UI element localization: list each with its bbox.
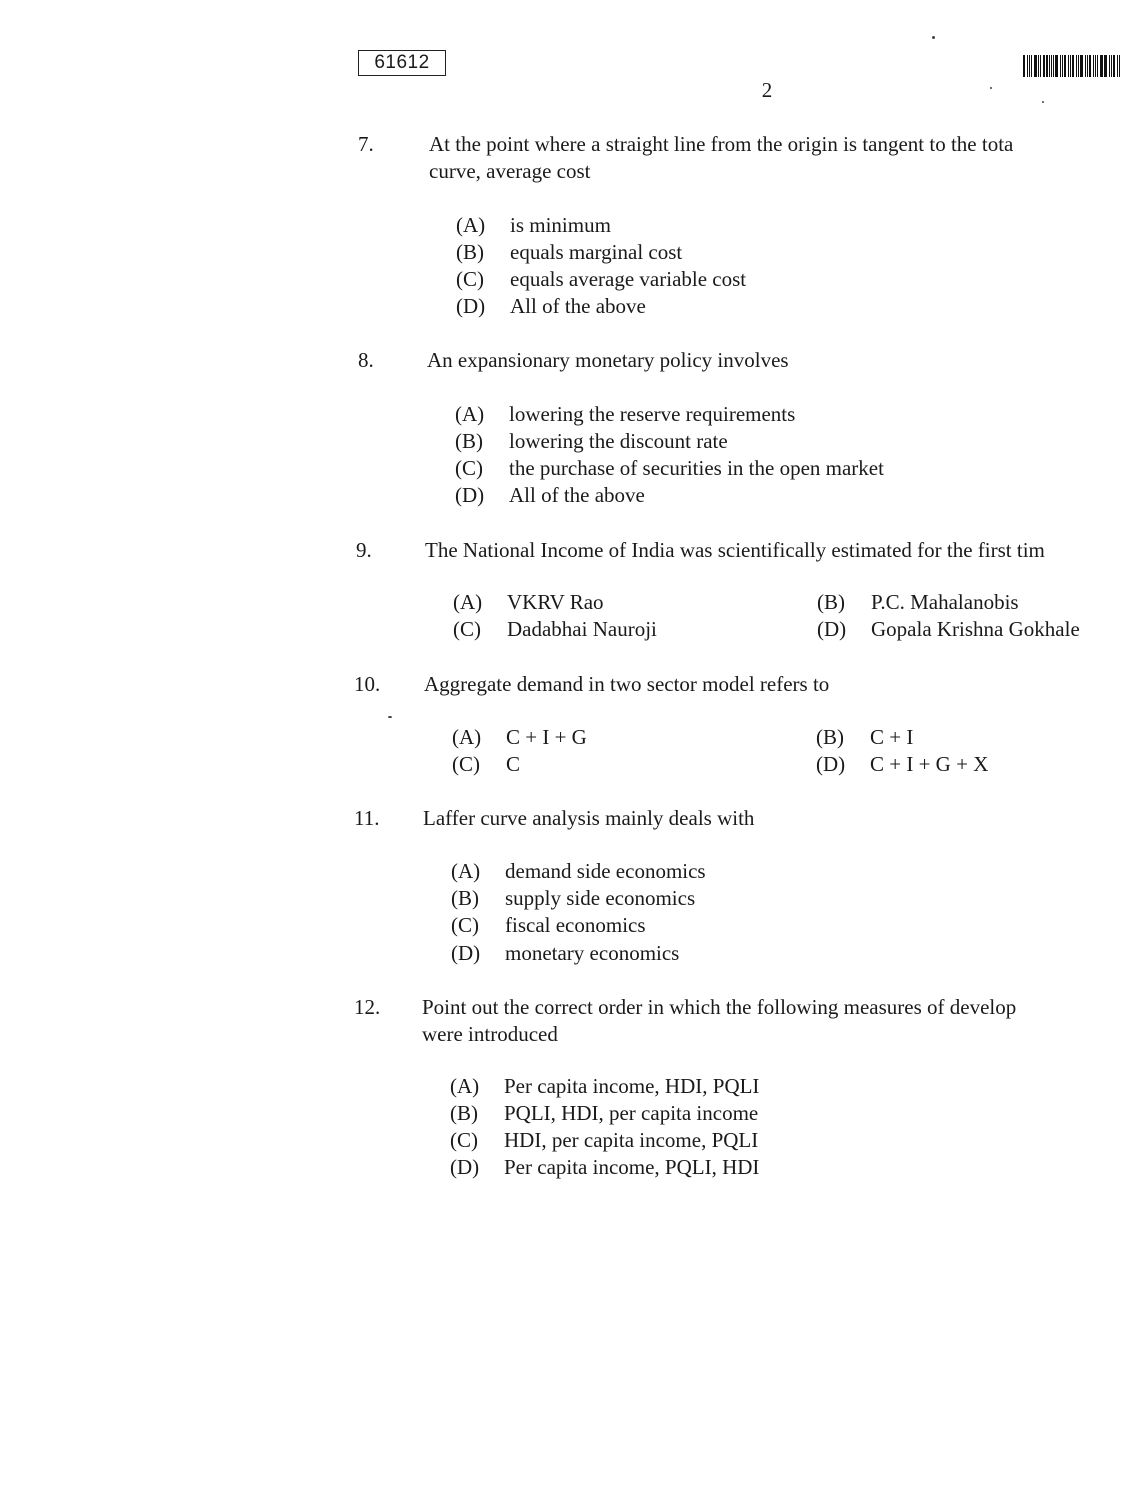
question-text-line: The National Income of India was scientifically estimated for the first tim	[425, 538, 1045, 562]
option-label: (D)	[456, 294, 486, 318]
question-text-line: were introduced	[422, 1022, 558, 1046]
barcode-bar	[1027, 55, 1028, 77]
option-text: is minimum	[510, 213, 611, 237]
option-d	[816, 751, 988, 778]
barcode-bar	[1040, 55, 1041, 77]
barcode-bar	[1043, 55, 1045, 77]
barcode-bar	[1087, 55, 1088, 77]
option-label: (A)	[455, 402, 485, 426]
barcode-bar	[1085, 55, 1086, 77]
option-text: monetary economics	[505, 941, 680, 965]
option-label: (B)	[450, 1101, 478, 1125]
question-text-line: Laffer curve analysis mainly deals with	[423, 806, 755, 830]
barcode-bar	[1089, 55, 1091, 77]
scan-speck	[990, 87, 992, 89]
option-label: (C)	[453, 617, 481, 641]
option-a	[451, 858, 706, 885]
option-a	[453, 589, 604, 616]
barcode-bar	[1053, 55, 1054, 77]
option-text: equals average variable cost	[510, 267, 747, 291]
option-label: (A)	[451, 859, 481, 883]
scan-speck	[388, 716, 392, 718]
question-number: 10.	[354, 672, 381, 696]
option-b	[817, 589, 1019, 616]
option-label: (A)	[452, 725, 482, 749]
option-text: Gopala Krishna Gokhale	[871, 617, 1080, 641]
option-label: (C)	[451, 913, 479, 937]
question-text-line: An expansionary monetary policy involves	[427, 348, 789, 372]
option-b	[456, 239, 682, 266]
option-text: C	[506, 752, 521, 776]
barcode-bar	[1034, 55, 1037, 77]
option-label: (B)	[816, 725, 844, 749]
option-text: Dadabhai Nauroji	[507, 617, 657, 641]
option-text: fiscal economics	[505, 913, 646, 937]
barcode-bar	[1038, 55, 1039, 77]
barcode-bar	[1023, 55, 1025, 77]
barcode-bar	[1093, 55, 1094, 77]
option-a	[450, 1073, 759, 1100]
option-text: All of the above	[510, 294, 646, 318]
option-text: C + I + G	[506, 725, 587, 749]
barcode-bar	[1095, 55, 1096, 77]
option-label: (B)	[451, 886, 479, 910]
barcode-bar	[1105, 55, 1107, 77]
question-text-line: curve, average cost	[429, 159, 591, 183]
barcode-bar	[1113, 55, 1115, 77]
option-label: (C)	[450, 1128, 478, 1152]
barcode-bar	[1031, 55, 1032, 77]
option-d	[817, 616, 1080, 643]
barcode-bar	[1097, 55, 1098, 77]
option-c	[451, 912, 646, 939]
option-label: (D)	[450, 1155, 480, 1179]
option-b	[816, 724, 913, 751]
barcode-bar	[1051, 55, 1052, 77]
barcode-bar	[1119, 55, 1120, 77]
option-c	[453, 616, 657, 643]
barcode-bar	[1029, 55, 1030, 77]
barcode-bar	[1046, 55, 1048, 77]
option-text: demand side economics	[505, 859, 706, 883]
option-label: (B)	[817, 590, 845, 614]
page-number: 2	[761, 78, 773, 102]
option-b	[450, 1100, 758, 1127]
question-text-line: Point out the correct order in which the following measures of develop	[422, 995, 1017, 1019]
barcode-bar	[1072, 55, 1074, 77]
option-text: All of the above	[509, 483, 645, 507]
option-c	[450, 1127, 758, 1154]
barcode-bar	[1109, 55, 1110, 77]
option-text: the purchase of securities in the open market	[509, 456, 884, 480]
barcode-bar	[1070, 55, 1071, 77]
option-b	[455, 428, 728, 455]
option-text: PQLI, HDI, per capita income	[504, 1101, 759, 1125]
option-text: P.C. Mahalanobis	[871, 590, 1019, 614]
paper-code: 61612	[358, 50, 446, 76]
barcode-bar	[1078, 55, 1079, 77]
option-label: (C)	[456, 267, 484, 291]
option-a	[456, 212, 611, 239]
barcode	[1023, 55, 1121, 77]
barcode-bar	[1117, 55, 1118, 77]
option-d	[450, 1154, 759, 1181]
option-c	[455, 455, 884, 482]
scan-speck	[1042, 101, 1044, 103]
option-text: C + I + G + X	[870, 752, 989, 776]
option-text: HDI, per capita income, PQLI	[504, 1128, 759, 1152]
barcode-bar	[1104, 55, 1105, 77]
question-text-line: Aggregate demand in two sector model refers to	[424, 672, 830, 696]
question-number: 12.	[354, 995, 381, 1019]
option-d	[455, 482, 645, 509]
option-label: (D)	[816, 752, 846, 776]
option-label: (C)	[455, 456, 483, 480]
option-label: (B)	[455, 429, 483, 453]
barcode-bar	[1111, 55, 1112, 77]
barcode-bar	[1062, 55, 1063, 77]
barcode-bar	[1060, 55, 1061, 77]
question-number: 7.	[358, 132, 374, 156]
barcode-bar	[1064, 55, 1066, 77]
option-label: (C)	[452, 752, 480, 776]
option-label: (D)	[455, 483, 485, 507]
option-label: (A)	[456, 213, 486, 237]
barcode-bar	[1100, 55, 1103, 77]
option-label: (D)	[817, 617, 847, 641]
option-text: C + I	[870, 725, 914, 749]
option-label: (B)	[456, 240, 484, 264]
option-b	[451, 885, 695, 912]
option-a	[452, 724, 587, 751]
option-d	[456, 293, 646, 320]
question-text-line: At the point where a straight line from the origin is tangent to the tota	[429, 132, 1014, 156]
barcode-bar	[1080, 55, 1083, 77]
option-text: lowering the reserve requirements	[509, 402, 796, 426]
option-text: Per capita income, HDI, PQLI	[504, 1074, 760, 1098]
barcode-bar	[1055, 55, 1058, 77]
question-number: 9.	[356, 538, 372, 562]
option-label: (D)	[451, 941, 481, 965]
barcode-bar	[1068, 55, 1069, 77]
option-text: Per capita income, PQLI, HDI	[504, 1155, 760, 1179]
option-d	[451, 940, 679, 967]
option-text: lowering the discount rate	[509, 429, 728, 453]
question-number: 11.	[354, 806, 380, 830]
option-text: supply side economics	[505, 886, 696, 910]
option-label: (A)	[450, 1074, 480, 1098]
scan-speck	[932, 36, 935, 39]
barcode-bar	[1049, 55, 1050, 77]
question-number: 8.	[358, 348, 374, 372]
option-text: equals marginal cost	[510, 240, 683, 264]
option-c	[456, 266, 746, 293]
barcode-bar	[1076, 55, 1077, 77]
option-a	[455, 401, 795, 428]
option-c	[452, 751, 520, 778]
option-text: VKRV Rao	[507, 590, 604, 614]
option-label: (A)	[453, 590, 483, 614]
